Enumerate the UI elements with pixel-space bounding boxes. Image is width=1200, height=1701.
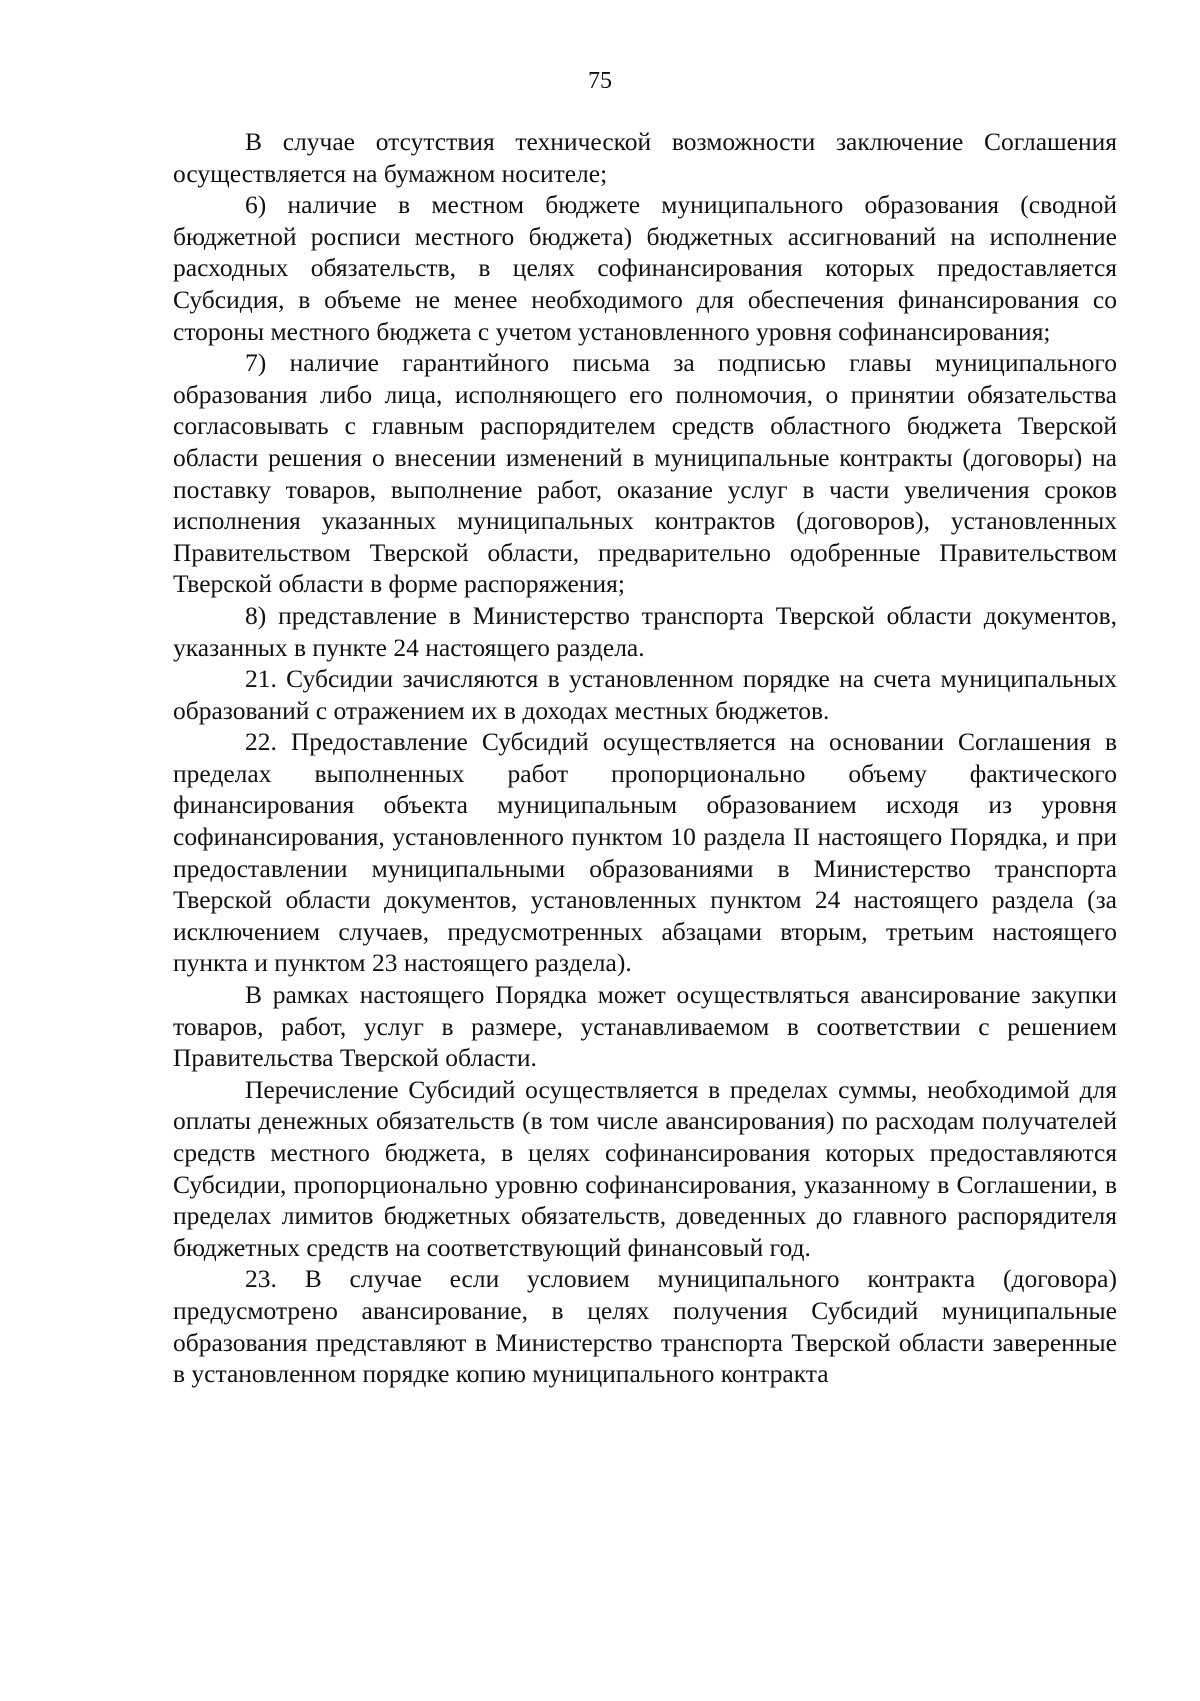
paragraph-transfer-of-subsidies: Перечисление Субсидий осуществляется в пределах суммы, необходимой для оплаты денежных обязательств (в том числе авансирования) по расходам получателей средств местного бюджета, в целях софинансирования которых предоставляются Субсидии, пропорционально уровню софинансирования, указанному в Соглашении, в пределах лимитов бюджетных обязательств, доведенных до главного распорядителя бюджетных средств на соответствующий финансовый год. [173, 1074, 1117, 1262]
paragraph-item-8: 8) представление в Министерство транспорта Тверской области документов, указанных в пункте 24 настоящего раздела. [173, 600, 1117, 662]
paragraph-clause-23: 23. В случае если условием муниципального контракта (договора) предусмотрено авансирование, в целях получения Субсидий муниципальные образования представляют в Министерство транспорта Тверской области заверенные в установленном порядке копию муниципального контракта [173, 1264, 1117, 1389]
paragraph-item-6: 6) наличие в местном бюджете муниципального образования (сводной бюджетной росписи местного бюджета) бюджетных ассигнований на исполнение расходных обязательств, в целях софинансирования которых предоставляется Субсидия, в объеме не менее необходимого для обеспечения финансирования со стороны местного бюджета с учетом установленного уровня софинансирования; [173, 190, 1117, 346]
page-number: 75 [588, 68, 612, 94]
document-body [173, 126, 1117, 1390]
paragraph-advance-payment: В рамках настоящего Порядка может осуществляться авансирование закупки товаров, работ, услуг в размере, устанавливаемом в соответствии с решением Правительства Тверской области. [173, 980, 1117, 1073]
paragraph-paper-agreement: В случае отсутствия технической возможности заключение Соглашения осуществляется на бумажном носителе; [173, 127, 1117, 188]
paragraph-clause-22: 22. Предоставление Субсидий осуществляется на основании Соглашения в пределах выполненных работ пропорционально объему фактического финансирования объекта муниципальным образованием исходя из уровня софинансирования, установленного пунктом 10 раздела II настоящего Порядка, и при предоставлении муниципальными образованиями в Министерство транспорта Тверской области документов, установленных пунктом 24 настоящего раздела (за исключением случаев, предусмотренных абзацами вторым, третьим настоящего пункта и пунктом 23 настоящего раздела). [173, 727, 1117, 978]
paragraph-clause-21: 21. Субсидии зачисляются в установленном порядке на счета муниципальных образований с отражением их в доходах местных бюджетов. [173, 664, 1117, 725]
paragraph-item-7: 7) наличие гарантийного письма за подписью главы муниципального образования либо лица, исполняющего его полномочия, о принятии обязательства согласовывать с главным распорядителем средств областного бюджета Тверской области решения о внесении изменений в муниципальные контракты (договоры) на поставку товаров, выполнение работ, оказание услуг в части увеличения сроков исполнения указанных муниципальных контрактов (договоров), установленных Правительством Тверской области, предварительно одобренные Правительством Тверской области в форме распоряжения; [173, 348, 1117, 599]
